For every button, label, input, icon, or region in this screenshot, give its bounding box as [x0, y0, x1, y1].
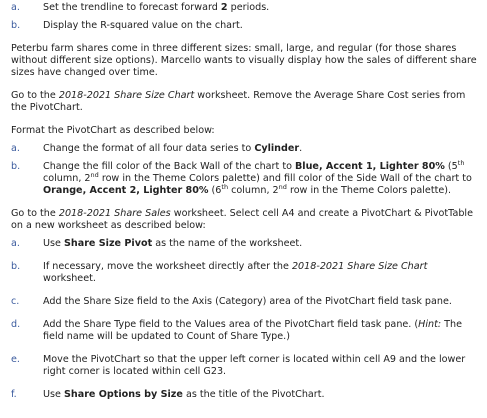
step-letter: b. — [11, 20, 21, 31]
step-text: Add the Share Size field to the Axis (Category) area of the PivotChart field task pane. — [43, 296, 452, 307]
goto-share-size-chart: Go to the 2018-2021 Share Size Chart worksheet. Remove the Average Share Cost series from the PivotChart. — [11, 90, 466, 113]
step-letter: a. — [11, 143, 20, 154]
step-text: Use Share Options by Size as the title of the PivotChart. — [43, 389, 325, 400]
step-text: Set the trendline to forecast forward 2 periods. — [43, 2, 270, 13]
step-trendline-forecast — [11, 2, 479, 14]
step-add-share-size-field — [11, 296, 479, 308]
step-letter: a. — [11, 2, 20, 13]
step-add-share-type-field — [11, 319, 479, 343]
step-letter: f. — [11, 389, 17, 400]
step-name-worksheet — [11, 238, 479, 250]
step-text: Display the R-squared value on the chart. — [43, 20, 243, 31]
step-text: Move the PivotChart so that the upper left corner is located within cell A9 and the lower right corner is located within cell G23. — [43, 354, 466, 377]
step-letter: b. — [11, 161, 21, 172]
step-pivotchart-title — [11, 389, 479, 401]
step-text: Add the Share Type field to the Values area of the PivotChart field task pane. (Hint: The field name will be updated to Count of Share Type.) — [43, 319, 463, 342]
step-letter: d. — [11, 319, 21, 330]
step-letter: b. — [11, 261, 21, 272]
step-letter: c. — [11, 296, 20, 307]
step-letter: e. — [11, 354, 20, 365]
step-letter: a. — [11, 238, 20, 249]
goto-share-sales: Go to the 2018-2021 Share Sales worksheet. Select cell A4 and create a PivotChart & PivotTable on a new worksheet as described below: — [11, 208, 473, 231]
step-text: Change the format of all four data series to Cylinder. — [43, 143, 303, 154]
step-format-cylinder — [11, 143, 479, 155]
format-pivotchart-heading: Format the PivotChart as described below: — [11, 125, 215, 136]
step-fill-walls — [11, 158, 479, 197]
step-move-pivotchart — [11, 354, 479, 378]
step-text: If necessary, move the worksheet directly after the 2018-2021 Share Size Chart worksheet. — [43, 261, 428, 284]
step-move-worksheet — [11, 261, 479, 285]
intro-paragraph: Peterbu farm shares come in three different sizes: small, large, and regular (for those shares without different size options). Marcello wants to visually display how the sales of different share sizes have changed over time. — [11, 43, 477, 78]
step-display-r-squared — [11, 20, 479, 32]
step-text: Use Share Size Pivot as the name of the worksheet. — [43, 238, 303, 249]
step-text: Change the fill color of the Back Wall of the chart to Blue, Accent 1, Lighter 80% (5th column, 2nd row in the Theme Colors palette) and fill color of the Side Wall of the chart to Orange, Accent 2, Lighter 80% (6th column, 2nd row in the Theme Colors palette). — [43, 158, 472, 196]
